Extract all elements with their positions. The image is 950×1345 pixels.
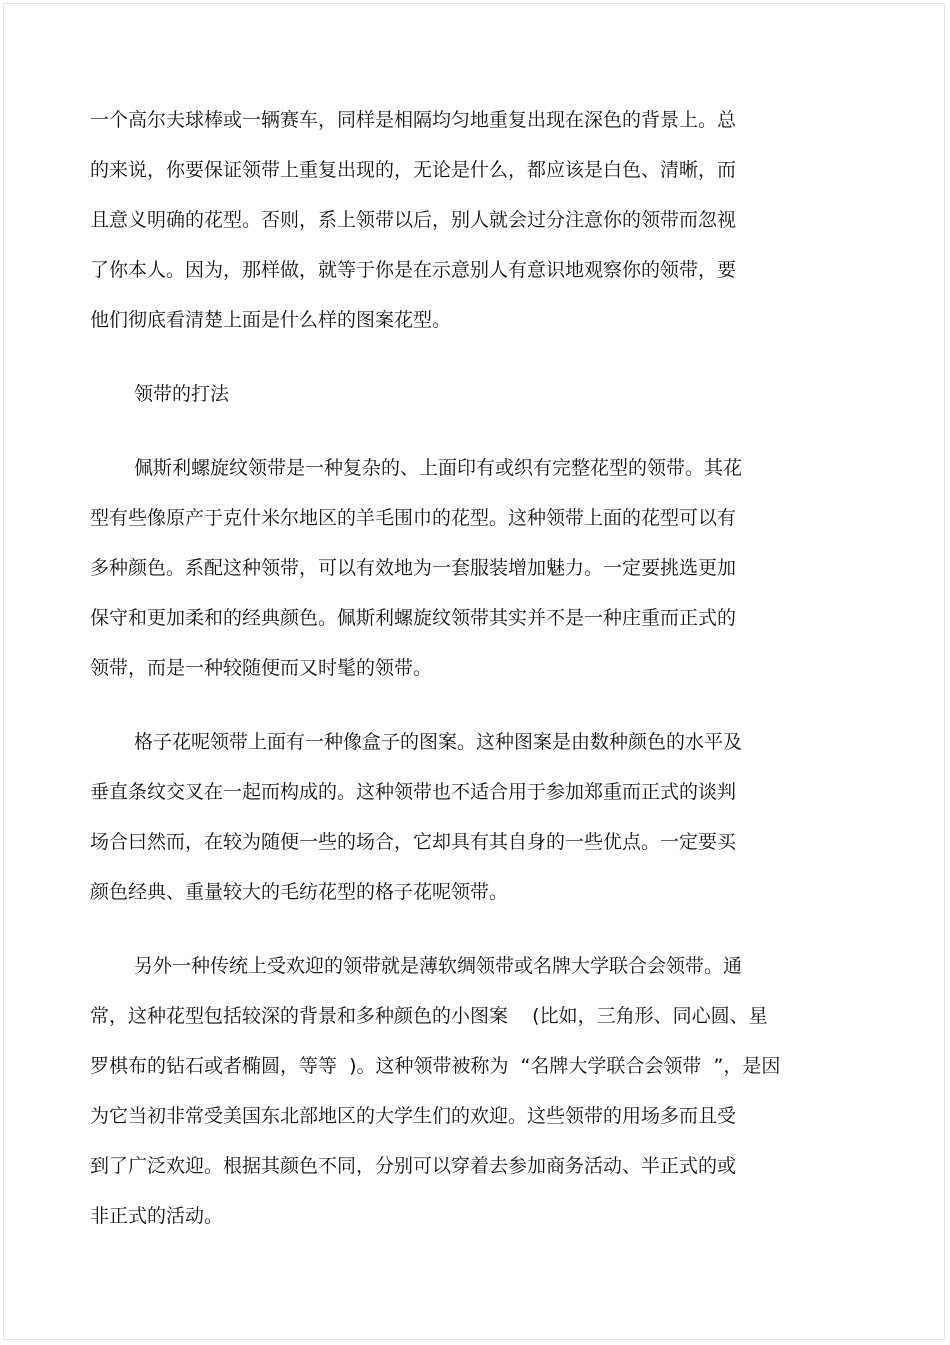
text-line: 他们彻底看清楚上面是什么样的图案花型。 (90, 309, 452, 331)
paragraph-spacer (90, 432, 850, 456)
text-line: 非正式的活动。 (90, 1205, 224, 1227)
text-line: 颜色经典、重量较大的毛纺花型的格子花呢领带。 (90, 881, 509, 903)
text-line: 一个高尔夫球棒或一辆赛车，同样是相隔均匀地重复出现在深色的背景上。总 (90, 109, 737, 131)
text-line: 垂直条纹交叉在一起而构成的。这种领带也不适合用于参加郑重而正式的谈判 (90, 781, 737, 803)
paragraph-3 (90, 730, 850, 905)
text-line: 佩斯利螺旋纹领带是一种复杂的、上面印有或织有完整花型的领带。其花 (134, 457, 743, 479)
text-line: 罗棋布的钻石或者椭圆，等等 )。这种领带被称为 “名牌大学联合会领带 ”，是因 (90, 1055, 781, 1077)
paragraph-1 (90, 108, 850, 333)
text-line: 多种颜色。系配这种领带，可以有效地为一套服装增加魅力。一定要挑选更加 (90, 557, 737, 579)
paragraph-spacer (90, 930, 850, 954)
paragraph-spacer (90, 706, 850, 730)
text-line: 的来说，你要保证领带上重复出现的，无论是什么，都应该是白色、清晰，而 (90, 159, 737, 181)
text-line: 格子花呢领带上面有一种像盒子的图案。这种图案是由数种颜色的水平及 (134, 731, 743, 753)
paragraph-2 (90, 456, 850, 681)
document-page (3, 3, 945, 1340)
text-line: 且意义明确的花型。否则，系上领带以后，别人就会过分注意你的领带而忽视 (90, 209, 737, 231)
text-line: 领带，而是一种较随便而又时髦的领带。 (90, 657, 433, 679)
text-line: 了你本人。因为，那样做，就等于你是在示意别人有意识地观察你的领带，要 (90, 259, 737, 281)
paragraph-4 (90, 954, 850, 1229)
text-line: 另外一种传统上受欢迎的领带就是薄软绸领带或名牌大学联合会领带。通 (134, 955, 743, 977)
text-line: 场合曰然而，在较为随便一些的场合，它却具有其自身的一些优点。一定要买 (90, 831, 737, 853)
text-line: 保守和更加柔和的经典颜色。佩斯利螺旋纹领带其实并不是一种庄重而正式的 (90, 607, 737, 629)
text-line: 常，这种花型包括较深的背景和多种颜色的小图案 (比如，三角形、同心圆、星 (90, 1005, 768, 1027)
document-body (90, 108, 850, 1254)
text-line: 型有些像原产于克什米尔地区的羊毛围巾的花型。这种领带上面的花型可以有 (90, 507, 737, 529)
text-line: 为它当初非常受美国东北部地区的大学生们的欢迎。这些领带的用场多而且受 (90, 1105, 737, 1127)
section-heading: 领带的打法 (134, 383, 230, 405)
text-line: 到了广泛欢迎。根据其颜色不同，分别可以穿着去参加商务活动、半正式的或 (90, 1155, 737, 1177)
paragraph-spacer (90, 358, 850, 382)
